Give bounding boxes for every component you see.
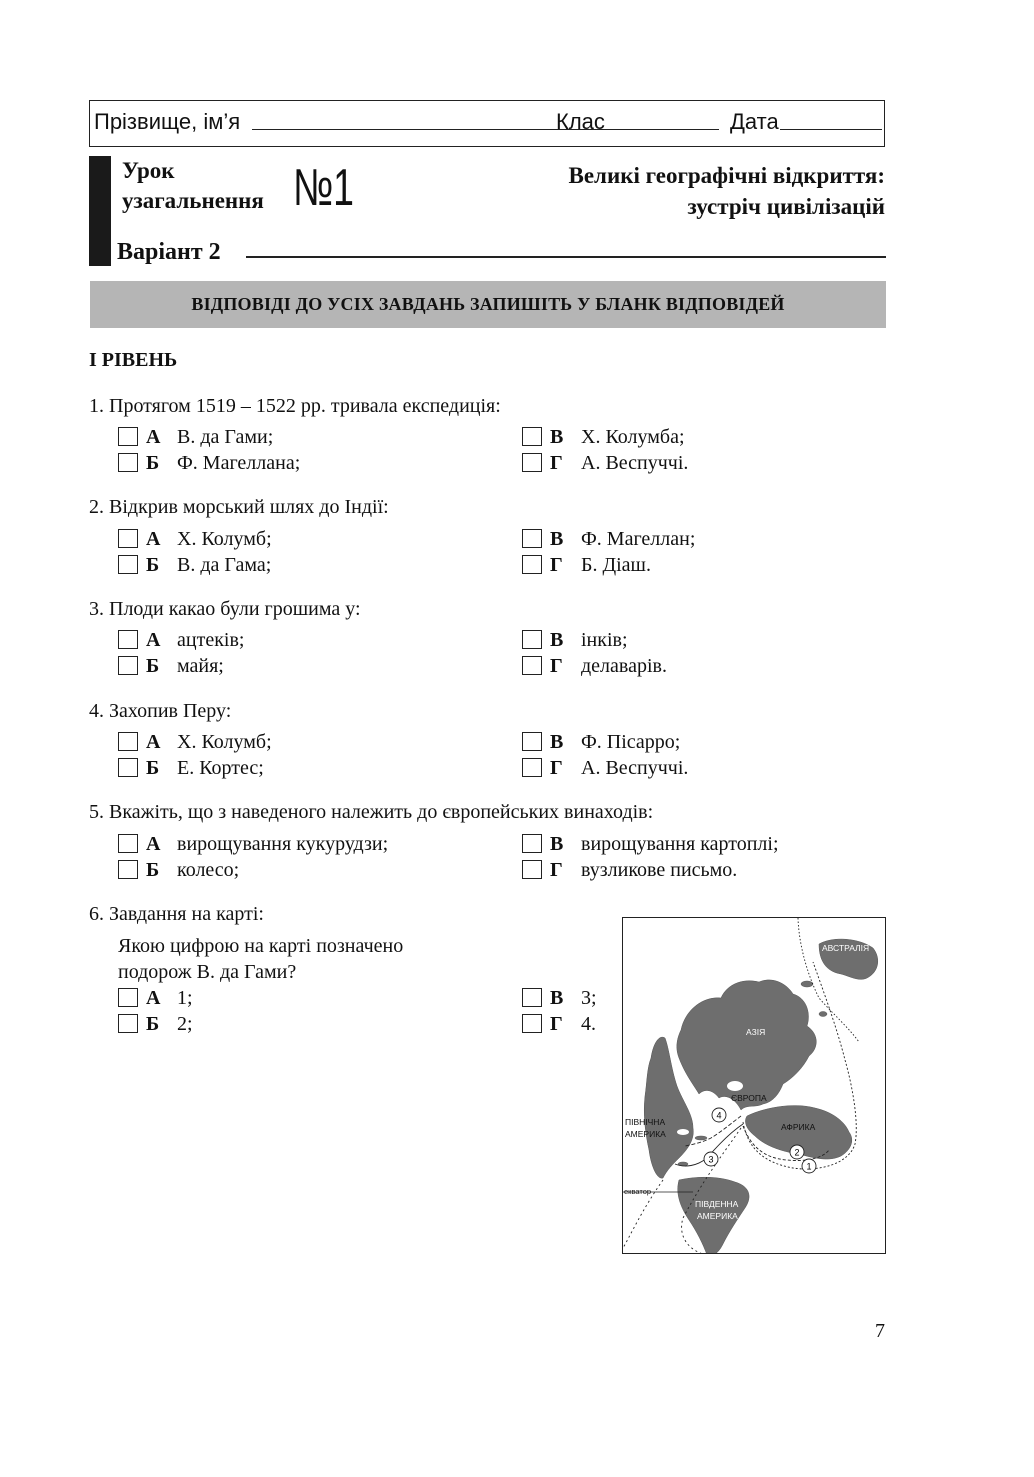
- lesson-label-line2: узагальнення: [122, 188, 264, 213]
- option-text: Б. Діаш.: [581, 554, 651, 576]
- option-text: Х. Колумб;: [177, 731, 272, 753]
- option-letter: В: [550, 987, 564, 1009]
- checkbox[interactable]: [118, 555, 138, 574]
- checkbox[interactable]: [522, 834, 542, 853]
- option-text: В. да Гама;: [177, 554, 272, 576]
- sea: [727, 1081, 743, 1091]
- lesson-number: №1: [293, 159, 354, 217]
- option-letter: Г: [550, 452, 563, 474]
- option-letter: А: [146, 528, 161, 550]
- option-letter: А: [146, 833, 161, 855]
- option-text: Е. Кортес;: [177, 757, 264, 779]
- island: [695, 1136, 707, 1140]
- lesson-label-line1: Урок: [122, 158, 175, 183]
- date-field[interactable]: [780, 129, 882, 130]
- checkbox[interactable]: [118, 427, 138, 446]
- route-label-2: 2: [794, 1147, 800, 1158]
- checkbox[interactable]: [118, 758, 138, 777]
- option-letter: В: [550, 528, 564, 550]
- option-text: А. Веспуччі.: [581, 757, 689, 779]
- voyages-map: [622, 917, 886, 1254]
- option-text: Х. Колумба;: [581, 426, 685, 448]
- checkbox[interactable]: [118, 860, 138, 879]
- option-letter: Б: [146, 554, 160, 576]
- option-letter: В: [550, 426, 564, 448]
- question-6: 6. Завдання на карті:: [89, 903, 264, 925]
- checkbox[interactable]: [118, 988, 138, 1007]
- option-letter: Б: [146, 452, 160, 474]
- option-text: 2;: [177, 1013, 193, 1035]
- checkbox[interactable]: [118, 1014, 138, 1033]
- map-drawing: [623, 918, 886, 1254]
- label-australia: АВСТРАЛІЯ: [822, 943, 870, 953]
- label-south-america-1: ПІВДЕННА: [695, 1199, 739, 1209]
- checkbox[interactable]: [522, 758, 542, 777]
- asia-landmass: [677, 980, 816, 1110]
- question-4: 4. Захопив Перу:: [89, 700, 232, 722]
- variant-rule: [246, 256, 886, 258]
- checkbox[interactable]: [522, 453, 542, 472]
- title-accent-bar: [89, 156, 111, 266]
- option-text: В. да Гами;: [177, 426, 274, 448]
- option-letter: А: [146, 987, 161, 1009]
- checkbox[interactable]: [522, 555, 542, 574]
- sea: [677, 1129, 689, 1135]
- option-letter: Г: [550, 757, 563, 779]
- class-field[interactable]: [618, 129, 719, 130]
- checkbox[interactable]: [522, 988, 542, 1007]
- island: [801, 981, 813, 987]
- option-letter: В: [550, 629, 564, 651]
- checkbox[interactable]: [118, 630, 138, 649]
- checkbox[interactable]: [118, 834, 138, 853]
- checkbox[interactable]: [522, 860, 542, 879]
- class-label: Клас: [556, 109, 605, 134]
- question-5: 5. Вкажіть, що з наведеного належить до європейських винаходів:: [89, 801, 654, 823]
- question-1: 1. Протягом 1519 – 1522 рр. тривала експедиція:: [89, 395, 501, 417]
- route-label-1: 1: [806, 1161, 812, 1172]
- label-north-america-1: ПІВНІЧНА: [625, 1117, 666, 1127]
- option-letter: Б: [146, 1013, 160, 1035]
- option-letter: Г: [550, 1013, 563, 1035]
- label-africa: АФРИКА: [781, 1122, 816, 1132]
- checkbox[interactable]: [118, 732, 138, 751]
- option-letter: В: [550, 731, 564, 753]
- checkbox[interactable]: [118, 453, 138, 472]
- option-text: 4.: [581, 1013, 596, 1035]
- option-letter: Г: [550, 655, 563, 677]
- question-6-prompt-line2: подорож В. да Гами?: [118, 961, 297, 983]
- checkbox[interactable]: [522, 529, 542, 548]
- date-label: Дата: [730, 109, 779, 134]
- page-number: 7: [875, 1320, 885, 1342]
- variant-label: Варіант 2: [117, 239, 221, 265]
- instruction-banner: ВІДПОВІДІ ДО УСІХ ЗАВДАНЬ ЗАПИШІТЬ У БЛАНК ВІДПОВІДЕЙ: [90, 281, 886, 328]
- checkbox[interactable]: [118, 529, 138, 548]
- option-text: вирощування картоплі;: [581, 833, 779, 855]
- checkbox[interactable]: [522, 630, 542, 649]
- topic-line1: Великі географічні відкриття:: [568, 163, 885, 188]
- option-text: делаварів.: [581, 655, 667, 677]
- option-letter: Б: [146, 757, 160, 779]
- checkbox[interactable]: [522, 656, 542, 675]
- option-letter: Б: [146, 859, 160, 881]
- lesson-label: [122, 156, 264, 216]
- question-2: 2. Відкрив морський шлях до Індії:: [89, 496, 389, 518]
- option-text: 3;: [581, 987, 597, 1009]
- option-letter: А: [146, 629, 161, 651]
- option-text: Ф. Магеллан;: [581, 528, 696, 550]
- label-equator: екватор: [624, 1187, 652, 1196]
- option-text: 1;: [177, 987, 193, 1009]
- option-text: вузликове письмо.: [581, 859, 738, 881]
- checkbox[interactable]: [522, 427, 542, 446]
- student-info-box: [89, 100, 885, 147]
- option-letter: Б: [146, 655, 160, 677]
- label-europe: ЄВРОПА: [731, 1093, 767, 1103]
- option-letter: А: [146, 426, 161, 448]
- option-letter: Г: [550, 554, 563, 576]
- label-asia: АЗІЯ: [746, 1027, 766, 1037]
- checkbox[interactable]: [522, 1014, 542, 1033]
- route-label-3: 3: [708, 1154, 714, 1165]
- option-letter: А: [146, 731, 161, 753]
- surname-label: Прізвище, ім’я: [94, 109, 241, 134]
- island: [819, 1012, 827, 1017]
- lesson-topic: [569, 160, 886, 222]
- option-letter: В: [550, 833, 564, 855]
- option-text: майя;: [177, 655, 224, 677]
- option-text: Ф. Магеллана;: [177, 452, 301, 474]
- option-text: Ф. Пісарро;: [581, 731, 681, 753]
- option-letter: Г: [550, 859, 563, 881]
- label-south-america-2: АМЕРИКА: [697, 1211, 738, 1221]
- option-text: інків;: [581, 629, 628, 651]
- question-3: 3. Плоди какао були грошима у:: [89, 598, 361, 620]
- level-heading: І РІВЕНЬ: [89, 349, 178, 371]
- route-label-4: 4: [716, 1110, 722, 1121]
- checkbox[interactable]: [118, 656, 138, 675]
- label-north-america-2: АМЕРИКА: [625, 1129, 666, 1139]
- option-text: ацтеків;: [177, 629, 245, 651]
- question-6-prompt-line1: Якою цифрою на карті позначено: [118, 935, 404, 957]
- option-text: А. Веспуччі.: [581, 452, 689, 474]
- topic-line2: зустріч цивілізацій: [687, 194, 885, 219]
- checkbox[interactable]: [522, 732, 542, 751]
- option-text: колесо;: [177, 859, 240, 881]
- option-text: Х. Колумб;: [177, 528, 272, 550]
- option-text: вирощування кукурудзи;: [177, 833, 389, 855]
